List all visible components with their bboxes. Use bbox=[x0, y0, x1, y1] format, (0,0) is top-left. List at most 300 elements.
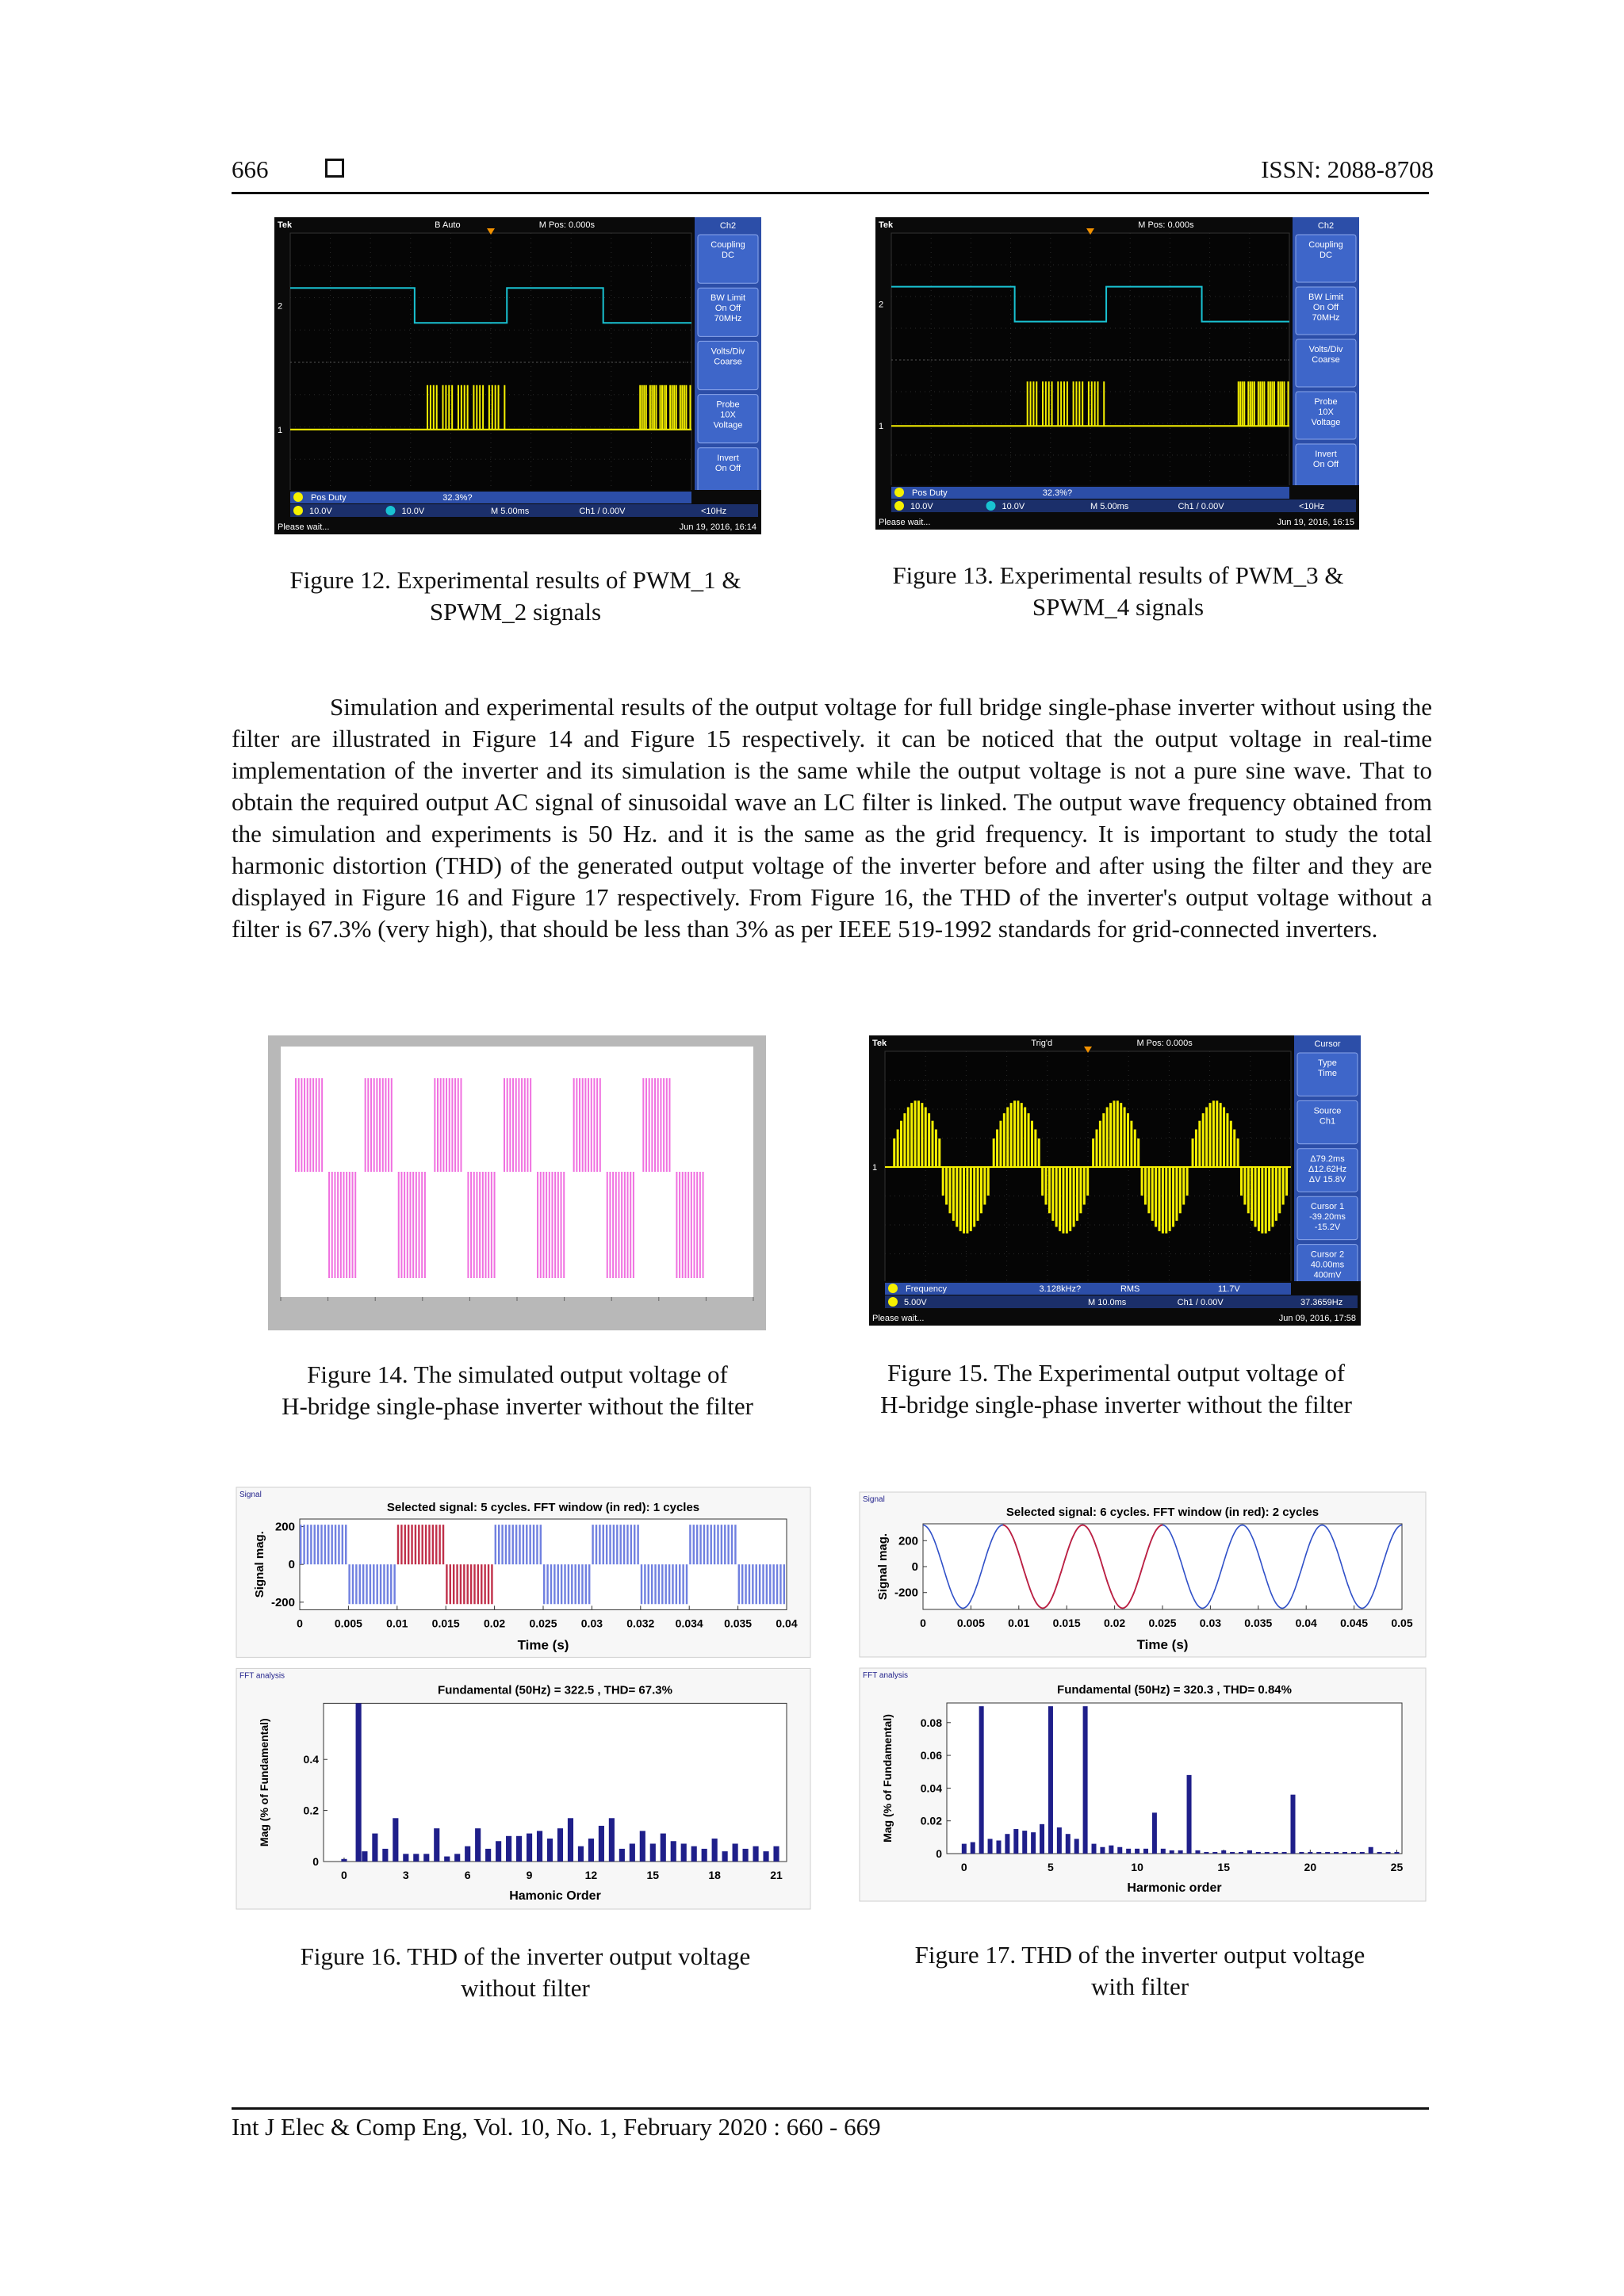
simulated-pulse bbox=[409, 1172, 411, 1278]
channel-1-pulse bbox=[1013, 1100, 1016, 1167]
channel-1-pulse bbox=[442, 385, 444, 430]
channel-1-pulse bbox=[1109, 1103, 1112, 1167]
simulated-pulse bbox=[307, 1078, 308, 1172]
channel-1-pulse bbox=[1172, 1167, 1174, 1227]
channel-1-pulse bbox=[1092, 1138, 1094, 1167]
scope-trigger-status: B Auto bbox=[435, 220, 461, 230]
simulated-pulse bbox=[295, 1078, 297, 1172]
simulated-pulse bbox=[388, 1078, 389, 1172]
channel-1-pulse bbox=[1258, 381, 1259, 426]
scope-mpos: M Pos: 0.000s bbox=[1136, 1039, 1193, 1048]
caption-line: Figure 16. THD of the inverter output voltage bbox=[300, 1942, 751, 1970]
signal-pulse bbox=[352, 1564, 354, 1604]
signal-pulse bbox=[626, 1525, 628, 1564]
signal-pulse bbox=[693, 1525, 695, 1564]
signal-pulse bbox=[370, 1564, 371, 1604]
channel-1-pulse bbox=[1032, 381, 1034, 426]
signal-pulse bbox=[495, 1525, 496, 1564]
fft-bar bbox=[496, 1841, 501, 1862]
simulated-pulse bbox=[354, 1172, 356, 1278]
channel-1-pulse bbox=[1003, 1113, 1005, 1167]
simulated-pulse bbox=[609, 1172, 611, 1278]
simulated-pulse bbox=[627, 1172, 629, 1278]
channel-1-pulse bbox=[1169, 1167, 1171, 1231]
scope-trigger-level: Ch1 / 0.00V bbox=[1177, 1298, 1224, 1307]
signal-pulse bbox=[738, 1564, 740, 1604]
channel-1-pulse bbox=[1226, 1113, 1228, 1167]
signal-pulse bbox=[592, 1525, 593, 1564]
channel-1-pulse bbox=[1034, 1130, 1036, 1167]
signal-pulse bbox=[603, 1525, 604, 1564]
channel-1-pulse bbox=[928, 1113, 930, 1167]
signal-pulse bbox=[450, 1564, 451, 1604]
channel-1-pulse bbox=[1067, 381, 1068, 426]
signal-pulse bbox=[710, 1525, 712, 1564]
signal-pulse bbox=[432, 1525, 434, 1564]
signal-pulse bbox=[484, 1564, 485, 1604]
simulated-pulse bbox=[385, 1078, 386, 1172]
fft-x-tick: 3 bbox=[402, 1869, 409, 1881]
channel-1-pulse bbox=[1024, 1107, 1026, 1167]
fft-x-tick: 0 bbox=[960, 1861, 967, 1873]
signal-y-tick: -200 bbox=[894, 1586, 918, 1600]
simulated-pulse bbox=[515, 1078, 517, 1172]
issn: ISSN: 2088-8708 bbox=[1261, 155, 1434, 183]
signal-pulse bbox=[519, 1525, 520, 1564]
figure-17-thd bbox=[858, 1490, 1427, 1903]
simulated-pulse bbox=[507, 1078, 508, 1172]
caption-line: H-bridge single-phase inverter without the filter bbox=[282, 1392, 753, 1420]
channel-1-pulse bbox=[1060, 381, 1062, 426]
signal-x-tick: 0.015 bbox=[1052, 1617, 1081, 1629]
signal-xlabel: Time (s) bbox=[1136, 1637, 1189, 1652]
signal-ylabel: Signal mag. bbox=[253, 1531, 266, 1598]
channel-1-pulse bbox=[921, 1103, 923, 1167]
scope-menu-text: Invert bbox=[1315, 450, 1337, 459]
fft-bar bbox=[1187, 1775, 1192, 1854]
channel-1-pulse bbox=[504, 385, 505, 430]
fft-bar bbox=[341, 1859, 347, 1862]
channel-1-pulse bbox=[963, 1167, 965, 1234]
channel-1-pulse bbox=[1251, 1167, 1253, 1221]
simulated-pulse bbox=[660, 1078, 661, 1172]
caption-line: Figure 15. The Experimental output voltage of bbox=[887, 1359, 1346, 1387]
channel-1-pulse bbox=[1274, 381, 1275, 426]
channel-1-pulse bbox=[977, 1167, 979, 1221]
figure-17-caption bbox=[860, 1939, 1419, 2003]
simulated-pulse bbox=[530, 1078, 531, 1172]
simulated-pulse bbox=[318, 1078, 320, 1172]
channel-1-pulse bbox=[445, 385, 446, 430]
channel-1-pulse bbox=[935, 1130, 937, 1167]
channel-1-pulse bbox=[1130, 1121, 1132, 1167]
fft-bar bbox=[1377, 1852, 1382, 1854]
channel-1-pulse bbox=[1073, 1167, 1075, 1227]
scope-menu-text: Coupling bbox=[710, 240, 745, 250]
channel-1-pulse bbox=[495, 385, 496, 430]
signal-pulse bbox=[408, 1525, 409, 1564]
signal-x-tick: 0.034 bbox=[675, 1617, 703, 1630]
signal-y-tick: 200 bbox=[898, 1534, 918, 1548]
signal-pulse bbox=[630, 1525, 632, 1564]
channel-1-pulse bbox=[980, 1167, 982, 1213]
fft-title: Fundamental (50Hz) = 320.3 , THD= 0.84% bbox=[1057, 1683, 1292, 1697]
simulated-pulse bbox=[446, 1078, 447, 1172]
channel-1-pulse bbox=[932, 1121, 934, 1167]
signal-pulse bbox=[456, 1564, 458, 1604]
scope-measure-name: Pos Duty bbox=[311, 493, 347, 503]
channel-1-pulse bbox=[1155, 1167, 1157, 1227]
simulated-pulse bbox=[554, 1172, 556, 1278]
fft-bar bbox=[1135, 1849, 1139, 1854]
channel-1-pulse bbox=[1205, 1107, 1208, 1167]
fft-panel-label: FFT analysis bbox=[239, 1671, 285, 1681]
signal-pulse bbox=[707, 1525, 708, 1564]
simulated-pulse bbox=[524, 1078, 526, 1172]
fft-bar bbox=[722, 1851, 728, 1862]
signal-pulse bbox=[696, 1525, 698, 1564]
simulated-pulse bbox=[630, 1172, 631, 1278]
fft-bar bbox=[1031, 1832, 1036, 1854]
fft-bar bbox=[1066, 1834, 1071, 1854]
simulated-pulse bbox=[527, 1078, 528, 1172]
fft-bar bbox=[393, 1818, 398, 1862]
fft-y-tick: 0.04 bbox=[920, 1781, 942, 1795]
channel-1-pulse bbox=[1096, 1130, 1098, 1167]
channel-1-pulse bbox=[639, 385, 641, 430]
channel-1-pulse bbox=[1251, 381, 1253, 426]
scope-menu-text: Cursor 1 bbox=[1310, 1202, 1345, 1212]
channel-1-pulse bbox=[1076, 1167, 1078, 1221]
simulated-pulse bbox=[584, 1078, 586, 1172]
fft-bar bbox=[1256, 1852, 1261, 1854]
fft-bar bbox=[1360, 1852, 1365, 1854]
scope-menu-text: Cursor 2 bbox=[1310, 1249, 1345, 1260]
channel-1-pulse bbox=[1239, 381, 1241, 426]
caption-line: H-bridge single-phase inverter without the filter bbox=[880, 1391, 1352, 1418]
channel-1-pulse bbox=[430, 385, 431, 430]
scope-timebase: M 10.0ms bbox=[1088, 1298, 1127, 1307]
signal-pulse bbox=[623, 1525, 625, 1564]
signal-pulse bbox=[529, 1525, 530, 1564]
simulated-pulse bbox=[334, 1172, 335, 1278]
channel-1-pulse bbox=[914, 1100, 917, 1167]
channel-1-pulse bbox=[1062, 1167, 1064, 1234]
simulated-pulse bbox=[561, 1172, 562, 1278]
signal-pulse bbox=[564, 1564, 565, 1604]
signal-panel-label: Signal bbox=[863, 1495, 885, 1504]
simulated-pulse bbox=[376, 1078, 377, 1172]
signal-pulse bbox=[501, 1525, 503, 1564]
signal-x-tick: 0.02 bbox=[1103, 1617, 1126, 1629]
signal-pulse bbox=[741, 1564, 743, 1604]
channel-1-pulse bbox=[1277, 381, 1279, 426]
channel-1-pulse bbox=[925, 1107, 927, 1167]
simulated-pulse bbox=[400, 1172, 402, 1278]
fft-bar bbox=[578, 1846, 584, 1862]
figure-15-oscilloscope bbox=[869, 1035, 1361, 1326]
channel-1-pulse bbox=[665, 385, 667, 430]
signal-pulse bbox=[613, 1525, 615, 1564]
scope-menu-text: Coarse bbox=[1312, 355, 1340, 365]
signal-pulse bbox=[658, 1564, 660, 1604]
figure-14-simulation bbox=[268, 1035, 766, 1330]
channel-1-pulse bbox=[655, 385, 657, 430]
signal-pulse bbox=[393, 1564, 395, 1604]
channel-1-pulse bbox=[458, 385, 459, 430]
simulated-pulse bbox=[370, 1078, 372, 1172]
channel-1-pulse bbox=[1006, 1107, 1009, 1167]
header-rule bbox=[232, 192, 1429, 194]
channel-1-pulse bbox=[900, 1121, 902, 1167]
caption-line: Figure 12. Experimental results of PWM_1 & bbox=[289, 566, 741, 594]
channel-1-pulse bbox=[1220, 1103, 1222, 1167]
channel-1-pulse bbox=[1270, 381, 1271, 426]
signal-pulse bbox=[481, 1564, 482, 1604]
fft-bar bbox=[403, 1854, 408, 1862]
signal-pulse bbox=[310, 1525, 312, 1564]
scope-menu-title: Ch2 bbox=[719, 221, 737, 231]
signal-pulse bbox=[769, 1564, 771, 1604]
fft-y-tick: 0.08 bbox=[920, 1716, 942, 1729]
signal-pulse bbox=[648, 1564, 649, 1604]
signal-pulse bbox=[689, 1525, 691, 1564]
channel-1-pulse bbox=[448, 385, 450, 430]
fft-bar bbox=[423, 1854, 429, 1862]
fft-xlabel: Hamonic Order bbox=[509, 1889, 601, 1903]
channel-1-pulse bbox=[945, 1167, 948, 1204]
channel-1-pulse bbox=[1021, 1103, 1023, 1167]
fft-bar bbox=[1325, 1852, 1330, 1854]
caption-line: Figure 17. THD of the inverter output voltage bbox=[914, 1941, 1365, 1969]
scope-measure-name: Frequency bbox=[906, 1284, 947, 1294]
channel-1-pulse bbox=[684, 385, 685, 430]
channel-1-badge-icon bbox=[894, 501, 904, 511]
channel-1-pulse bbox=[1137, 1138, 1139, 1167]
channel-1-pulse bbox=[1027, 381, 1028, 426]
signal-pulse bbox=[634, 1525, 635, 1564]
channel-1-pulse bbox=[1247, 1167, 1250, 1213]
channel-1-pulse bbox=[672, 385, 673, 430]
channel-1-pulse bbox=[1057, 381, 1059, 426]
channel-1-marker: 1 bbox=[879, 422, 884, 432]
scope-brand: Tek bbox=[879, 220, 894, 230]
signal-pulse bbox=[303, 1525, 304, 1564]
channel-1-pulse bbox=[492, 385, 493, 430]
channel-1-pulse bbox=[1233, 1130, 1235, 1167]
simulated-pulse bbox=[488, 1172, 489, 1278]
channel-1-pulse bbox=[664, 385, 665, 430]
signal-pulse bbox=[644, 1564, 645, 1604]
fft-bar bbox=[763, 1851, 768, 1862]
channel-1-pulse bbox=[1230, 1121, 1232, 1167]
fft-bar bbox=[1100, 1847, 1105, 1854]
figure-14-caption bbox=[238, 1359, 797, 1422]
signal-pulse bbox=[348, 1564, 350, 1604]
signal-pulse bbox=[345, 1525, 347, 1564]
simulated-pulse bbox=[467, 1172, 469, 1278]
scope-menu-text: Probe bbox=[716, 400, 740, 410]
channel-1-pulse bbox=[461, 385, 462, 430]
signal-pulse bbox=[533, 1525, 534, 1564]
channel-1-pulse bbox=[681, 385, 683, 430]
fft-bar bbox=[1230, 1852, 1235, 1854]
signal-pulse bbox=[665, 1564, 667, 1604]
channel-1-pulse bbox=[649, 385, 651, 430]
signal-x-tick: 0.04 bbox=[776, 1617, 798, 1630]
fft-bar bbox=[568, 1818, 573, 1862]
fft-bar bbox=[1316, 1852, 1321, 1854]
fft-bar bbox=[671, 1841, 676, 1862]
simulated-pulse bbox=[398, 1172, 400, 1278]
signal-pulse bbox=[561, 1564, 562, 1604]
caption-line: with filter bbox=[1090, 1973, 1189, 2000]
simulated-pulse bbox=[437, 1078, 439, 1172]
signal-panel-label: Signal bbox=[239, 1490, 262, 1499]
channel-1-pulse bbox=[993, 1138, 995, 1167]
fft-bar bbox=[773, 1846, 779, 1862]
signal-pulse bbox=[425, 1525, 427, 1564]
channel-1-pulse bbox=[1268, 1167, 1270, 1231]
scope-menu-text: Voltage bbox=[713, 420, 743, 430]
signal-pulse bbox=[331, 1525, 332, 1564]
fft-bar bbox=[1239, 1852, 1243, 1854]
scope-measure-value: 32.3%? bbox=[442, 493, 473, 503]
scope-brand: Tek bbox=[278, 220, 293, 230]
simulated-pulse bbox=[407, 1172, 408, 1278]
fft-bar bbox=[743, 1849, 749, 1862]
channel-1-pulse bbox=[1091, 381, 1093, 426]
simulated-pulse bbox=[491, 1172, 492, 1278]
fft-bar bbox=[640, 1831, 645, 1862]
channel-1-pulse bbox=[1086, 1167, 1089, 1196]
channel-1-pulse bbox=[653, 385, 655, 430]
channel-1-pulse bbox=[1165, 1167, 1167, 1234]
figure-15-caption bbox=[837, 1357, 1396, 1421]
fft-bar bbox=[1386, 1852, 1391, 1854]
signal-pulse bbox=[540, 1525, 542, 1564]
fft-xlabel: Harmonic order bbox=[1127, 1881, 1222, 1895]
fft-x-tick: 21 bbox=[770, 1869, 783, 1881]
channel-1-pulse bbox=[987, 1167, 990, 1196]
channel-1-pulse bbox=[1262, 381, 1263, 426]
channel-1-badge-icon bbox=[888, 1284, 898, 1293]
simulated-pulse bbox=[573, 1078, 575, 1172]
signal-pulse bbox=[759, 1564, 760, 1604]
fft-bar bbox=[599, 1826, 604, 1862]
channel-1-pulse bbox=[651, 385, 653, 430]
fft-bar bbox=[506, 1836, 511, 1862]
simulated-pulse bbox=[352, 1172, 354, 1278]
scope-menu-text: On Off bbox=[1312, 460, 1339, 469]
signal-pulse bbox=[749, 1564, 750, 1604]
simulated-pulse bbox=[473, 1172, 475, 1278]
channel-1-badge-icon bbox=[293, 492, 303, 502]
figure-12-caption bbox=[238, 564, 793, 628]
signal-pulse bbox=[550, 1564, 552, 1604]
fft-bar bbox=[619, 1849, 625, 1862]
channel-1-pulse bbox=[1263, 381, 1265, 426]
channel-1-pulse bbox=[1116, 1100, 1119, 1167]
fft-bar bbox=[588, 1839, 594, 1862]
channel-1-pulse bbox=[1247, 381, 1249, 426]
simulated-pulse bbox=[666, 1078, 668, 1172]
simulated-pulse bbox=[312, 1078, 314, 1172]
simulated-pulse bbox=[579, 1078, 580, 1172]
channel-1-pulse bbox=[1285, 1167, 1288, 1196]
channel-1-pulse bbox=[959, 1167, 962, 1231]
signal-pulse bbox=[397, 1525, 399, 1564]
scope-mpos: M Pos: 0.000s bbox=[538, 220, 596, 230]
signal-pulse bbox=[467, 1564, 469, 1604]
channel-1-pulse bbox=[1030, 381, 1032, 426]
fft-panel-label: FFT analysis bbox=[863, 1671, 909, 1680]
channel-1-pulse bbox=[1267, 381, 1269, 426]
signal-pulse bbox=[686, 1564, 688, 1604]
fft-bar bbox=[1048, 1706, 1053, 1854]
signal-pulse bbox=[505, 1525, 507, 1564]
simulated-pulse bbox=[576, 1078, 577, 1172]
scope-ch1-scale: 10.0V bbox=[309, 507, 332, 516]
channel-1-pulse bbox=[1271, 381, 1273, 426]
fft-bar bbox=[1005, 1834, 1009, 1854]
channel-1-pulse bbox=[1192, 1138, 1194, 1167]
channel-1-pulse bbox=[1238, 381, 1239, 426]
fft-bar bbox=[1299, 1852, 1304, 1854]
fft-bar bbox=[1117, 1847, 1122, 1854]
simulated-pulse bbox=[504, 1078, 505, 1172]
signal-pulse bbox=[654, 1564, 656, 1604]
simulated-pulse bbox=[343, 1172, 344, 1278]
channel-1-pulse bbox=[1242, 381, 1243, 426]
fft-title: Fundamental (50Hz) = 322.5 , THD= 67.3% bbox=[438, 1683, 672, 1697]
signal-pulse bbox=[776, 1564, 778, 1604]
scope-menu-text: BW Limit bbox=[710, 293, 745, 304]
signal-pulse bbox=[439, 1525, 440, 1564]
signal-pulse bbox=[553, 1564, 555, 1604]
signal-pulse bbox=[390, 1564, 392, 1604]
signal-pulse bbox=[717, 1525, 718, 1564]
scope-menu-text: Time bbox=[1317, 1069, 1338, 1078]
signal-pulse bbox=[446, 1564, 447, 1604]
signal-pulse bbox=[588, 1564, 590, 1604]
simulated-pulse bbox=[694, 1172, 695, 1278]
signal-pulse bbox=[362, 1564, 364, 1604]
signal-pulse bbox=[766, 1564, 768, 1604]
signal-pulse bbox=[512, 1525, 514, 1564]
channel-1-pulse bbox=[498, 385, 500, 430]
fft-bar bbox=[712, 1839, 718, 1862]
figure-12-oscilloscope bbox=[274, 217, 761, 534]
simulated-pulse bbox=[657, 1078, 659, 1172]
scope-menu-text: On Off bbox=[714, 304, 741, 314]
channel-1-pulse bbox=[685, 385, 687, 430]
fft-bar bbox=[1212, 1852, 1217, 1854]
signal-pulse bbox=[359, 1564, 361, 1604]
fft-bar bbox=[485, 1849, 491, 1862]
signal-x-tick: 0.032 bbox=[626, 1617, 655, 1630]
signal-pulse bbox=[435, 1525, 437, 1564]
signal-y-tick: 200 bbox=[274, 1520, 295, 1534]
channel-1-pulse bbox=[948, 1167, 951, 1213]
simulated-pulse bbox=[557, 1172, 559, 1278]
scope-date: Jun 09, 2016, 17:58 bbox=[1278, 1314, 1356, 1323]
scope-menu-text: ΔV 15.8V bbox=[1308, 1174, 1346, 1184]
signal-pulse bbox=[676, 1564, 677, 1604]
signal-pulse bbox=[679, 1564, 680, 1604]
scope-trigger-level: Ch1 / 0.00V bbox=[1178, 502, 1224, 511]
channel-1-pulse bbox=[952, 1167, 955, 1221]
